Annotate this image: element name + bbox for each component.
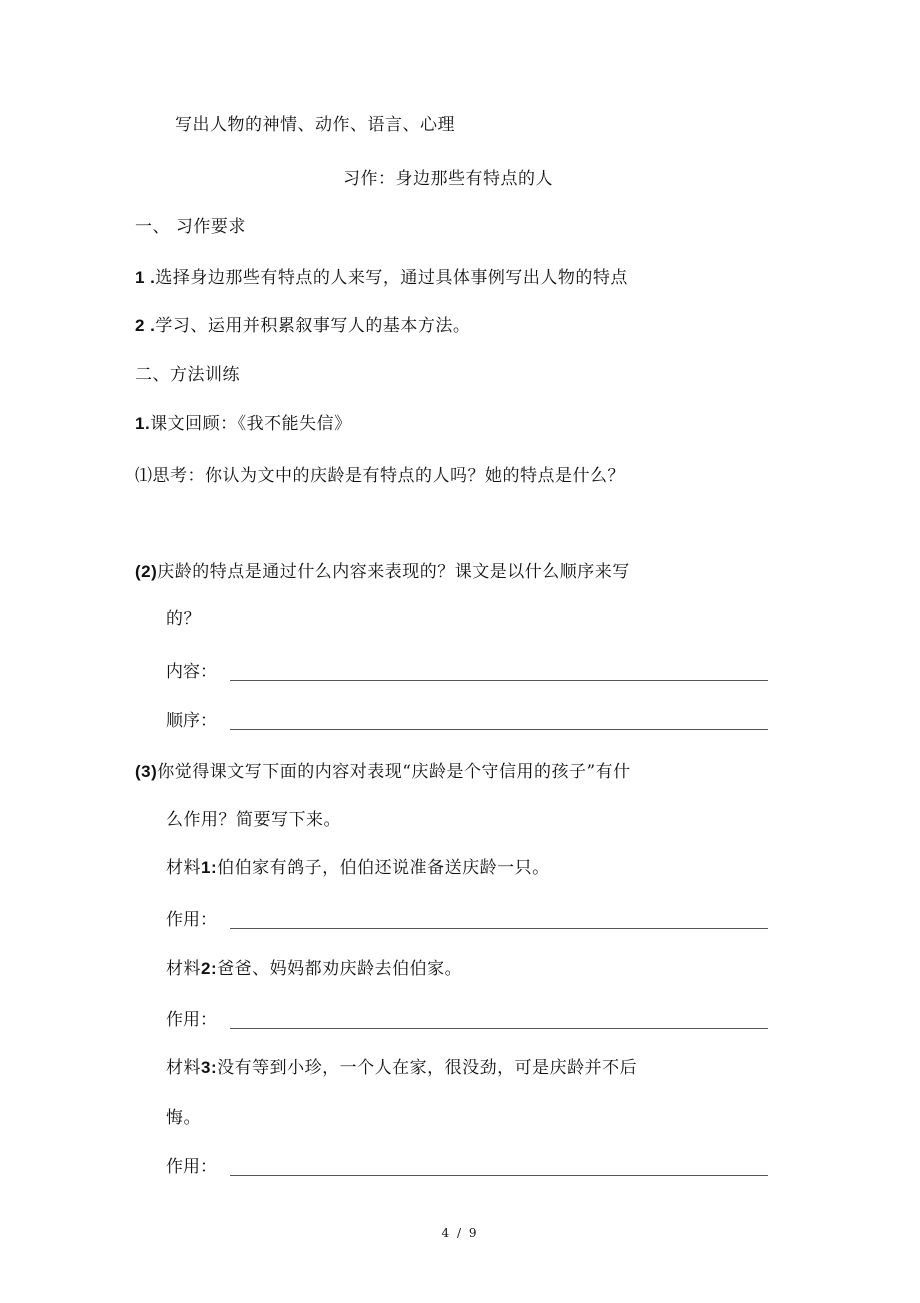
question-3-line1: [135, 760, 631, 784]
question-3-line2: 么作用？简要写下来。: [166, 810, 341, 830]
material-2-num: 2:: [201, 959, 218, 978]
question-3-num: (3): [135, 762, 158, 781]
material-2-effect-line[interactable]: [230, 1028, 768, 1029]
requirement-item-1: [135, 266, 628, 290]
question-3-text: 你觉得课文写下面的内容对表现“庆龄是个守信用的孩子”有什: [157, 762, 631, 782]
requirement-item-2: [135, 314, 470, 338]
order-answer-line[interactable]: [230, 729, 768, 730]
material-3: [166, 1056, 637, 1080]
material-3-num: 3:: [201, 1058, 218, 1077]
question-2-line2: 的？: [166, 609, 201, 629]
question-2-text: 庆龄的特点是通过什么内容来表现的？课文是以什么顺序来写: [157, 562, 630, 582]
material-1-text: 伯伯家有鸽子，伯伯还说准备送庆龄一只。: [217, 858, 550, 878]
page-title: 习作：身边那些有特点的人: [343, 169, 553, 189]
content-answer-line[interactable]: [230, 680, 768, 681]
material-2-label: 材料: [166, 959, 201, 979]
material-1-effect-label: 作用：: [166, 910, 217, 930]
question-2-line1: [135, 560, 630, 584]
requirement-item-2-num: 2 .: [135, 316, 156, 335]
material-2-text: 爸爸、妈妈都劝庆龄去伯伯家。: [217, 959, 463, 979]
top-note: 写出人物的神情、动作、语言、心理: [175, 115, 455, 135]
text-review-text: 课文回顾：《我不能失信》: [150, 414, 352, 434]
material-3-effect-label: 作用：: [166, 1157, 217, 1177]
material-2: [166, 957, 462, 981]
material-3-label: 材料: [166, 1058, 201, 1078]
material-3-line2: 悔。: [166, 1108, 201, 1128]
material-1-num: 1:: [201, 858, 218, 877]
requirement-item-1-num: 1 .: [135, 268, 156, 287]
material-2-effect-label: 作用：: [166, 1010, 217, 1030]
order-label: 顺序：: [166, 711, 217, 731]
section2-heading: 二、方法训练: [135, 365, 240, 385]
text-review: [135, 412, 352, 436]
material-1-label: 材料: [166, 858, 201, 878]
material-1-effect-line[interactable]: [230, 928, 768, 929]
requirement-item-2-text: 学习、运用并积累叙事写人的基本方法。: [155, 316, 471, 336]
question-2-num: (2): [135, 562, 158, 581]
page-number: 4 / 9: [441, 1226, 479, 1240]
material-1: [166, 856, 550, 880]
section1-heading: 一、 习作要求: [135, 217, 246, 237]
material-3-text: 没有等到小珍，一个人在家，很没劲，可是庆龄并不后: [217, 1058, 638, 1078]
requirement-item-1-text: 选择身边那些有特点的人来写，通过具体事例写出人物的特点: [155, 268, 628, 288]
text-review-num: 1.: [135, 414, 151, 433]
content-label: 内容：: [166, 662, 217, 682]
material-3-effect-line[interactable]: [230, 1175, 768, 1176]
question-1: ⑴思考：你认为文中的庆龄是有特点的人吗？她的特点是什么？: [135, 466, 625, 486]
